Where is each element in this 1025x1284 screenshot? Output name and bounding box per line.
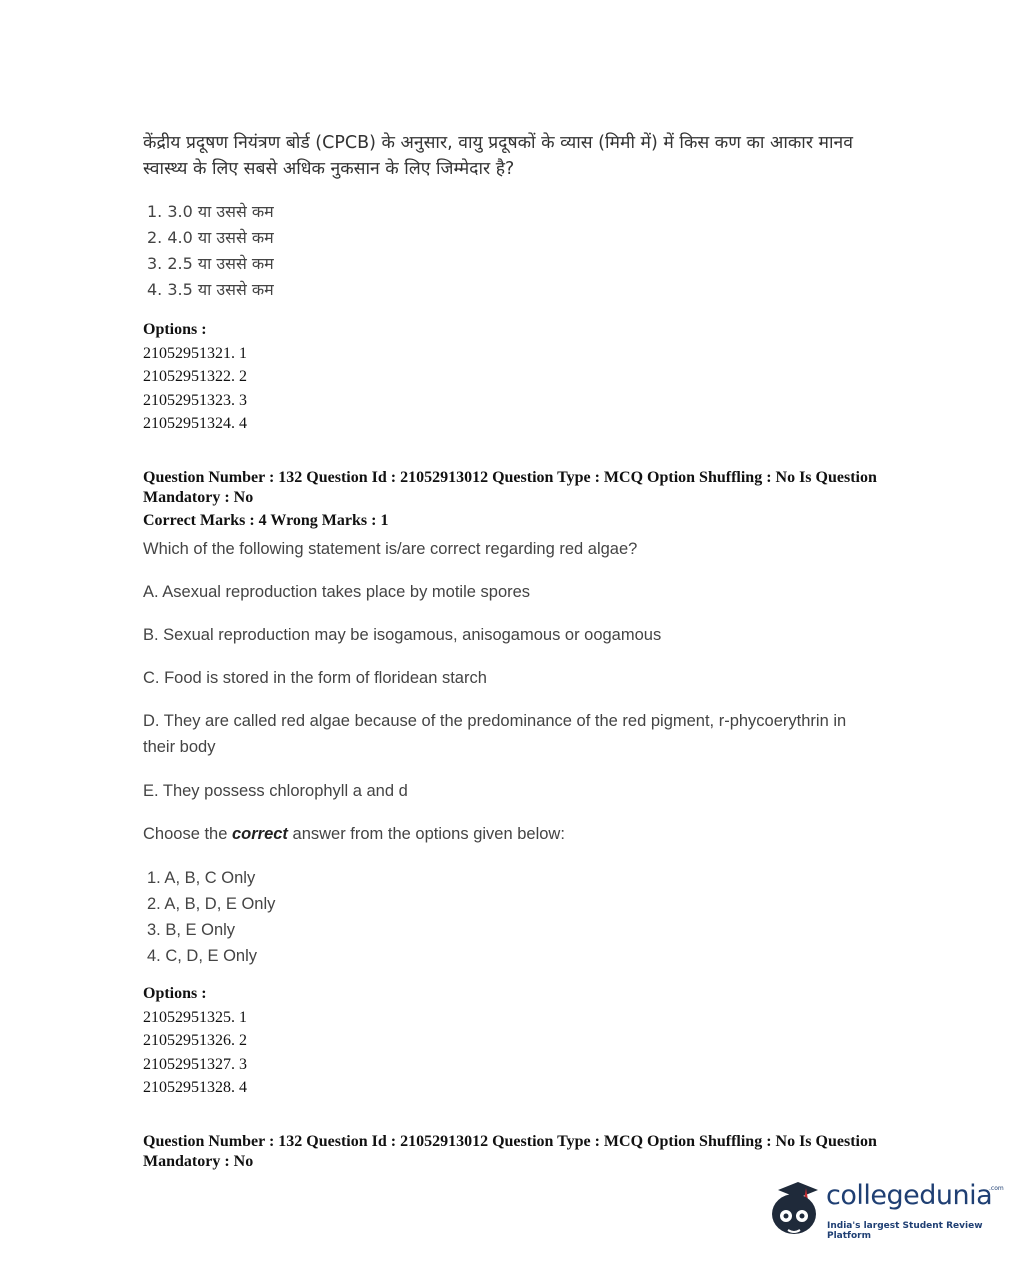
answer-choice: 3. B, E Only — [147, 921, 236, 939]
question-text-hindi: केंद्रीय प्रदूषण नियंत्रण बोर्ड (CPCB) के अनुसार, वायु प्रदूषकों के व्यास (मिमी में) में किस कण का आकार मानव स्वास्थ्य के लिए सबसे अधिक नुकसान के लिए जिम्मेदार है? — [143, 133, 854, 179]
question-meta: Question Number : 132 Question Id : 21052913012 Question Type : MCQ Option Shuffling : No Is Question Mandatory : No — [143, 469, 877, 506]
answer-choice: 3. 2.5 या उससे कम — [147, 254, 274, 273]
option-id: 21052951325. 1 — [143, 1008, 247, 1026]
option-id: 21052951326. 2 — [143, 1032, 247, 1049]
option-id: 21052951327. 3 — [143, 1055, 247, 1073]
instruction-pre: Choose the — [143, 825, 232, 843]
option-id: 21052951321. 1 — [143, 344, 247, 362]
options-label: Options : — [143, 985, 207, 1002]
options-block-q2 — [143, 982, 247, 1100]
answer-choices-q2 — [147, 865, 275, 969]
question-meta-next: Question Number : 132 Question Id : 21052913012 Question Type : MCQ Option Shuffling : No Is Question Mandatory : No — [143, 1133, 877, 1170]
option-id: 21052951323. 3 — [143, 391, 247, 409]
instruction-emphasis: correct — [231, 825, 288, 843]
statement-b: B. Sexual reproduction may be isogamous, anisogamous or oogamous — [143, 626, 662, 644]
answer-choice: 4. C, D, E Only — [147, 947, 258, 965]
answer-choice: 2. A, B, D, E Only — [147, 895, 276, 913]
mascot-icon — [768, 1178, 824, 1238]
answer-choices-q1 — [147, 199, 274, 303]
logo-wordmark: collegedunia — [826, 1180, 993, 1211]
answer-choice: 1. 3.0 या उससे कम — [147, 202, 274, 221]
statement-a: A. Asexual reproduction takes place by motile spores — [143, 583, 531, 601]
logo-tagline: India's largest Student Review Platform — [827, 1221, 983, 1241]
options-block-q1 — [143, 318, 247, 436]
options-label: Options : — [143, 321, 207, 338]
option-id: 21052951324. 4 — [143, 415, 247, 432]
statement-e: E. They possess chlorophyll a and d — [143, 782, 408, 800]
option-id: 21052951322. 2 — [143, 368, 247, 385]
option-id: 21052951328. 4 — [143, 1079, 247, 1096]
instruction-post: answer from the options given below: — [287, 825, 565, 843]
instruction-line — [143, 821, 873, 847]
answer-choice: 4. 3.5 या उससे कम — [147, 280, 274, 299]
collegedunia-logo — [768, 1178, 1004, 1248]
question-stem: Which of the following statement is/are correct regarding red algae? — [143, 540, 638, 558]
answer-choice: 1. A, B, C Only — [147, 869, 256, 887]
marks-info: Correct Marks : 4 Wrong Marks : 1 — [143, 512, 389, 529]
statement-c: C. Food is stored in the form of floridean starch — [143, 669, 487, 687]
logo-com-suffix: .com — [989, 1185, 1004, 1192]
statement-d: D. They are called red algae because of the predominance of the red pigment, r-phycoerythrin in their body — [143, 712, 847, 756]
answer-choice: 2. 4.0 या उससे कम — [147, 228, 274, 247]
